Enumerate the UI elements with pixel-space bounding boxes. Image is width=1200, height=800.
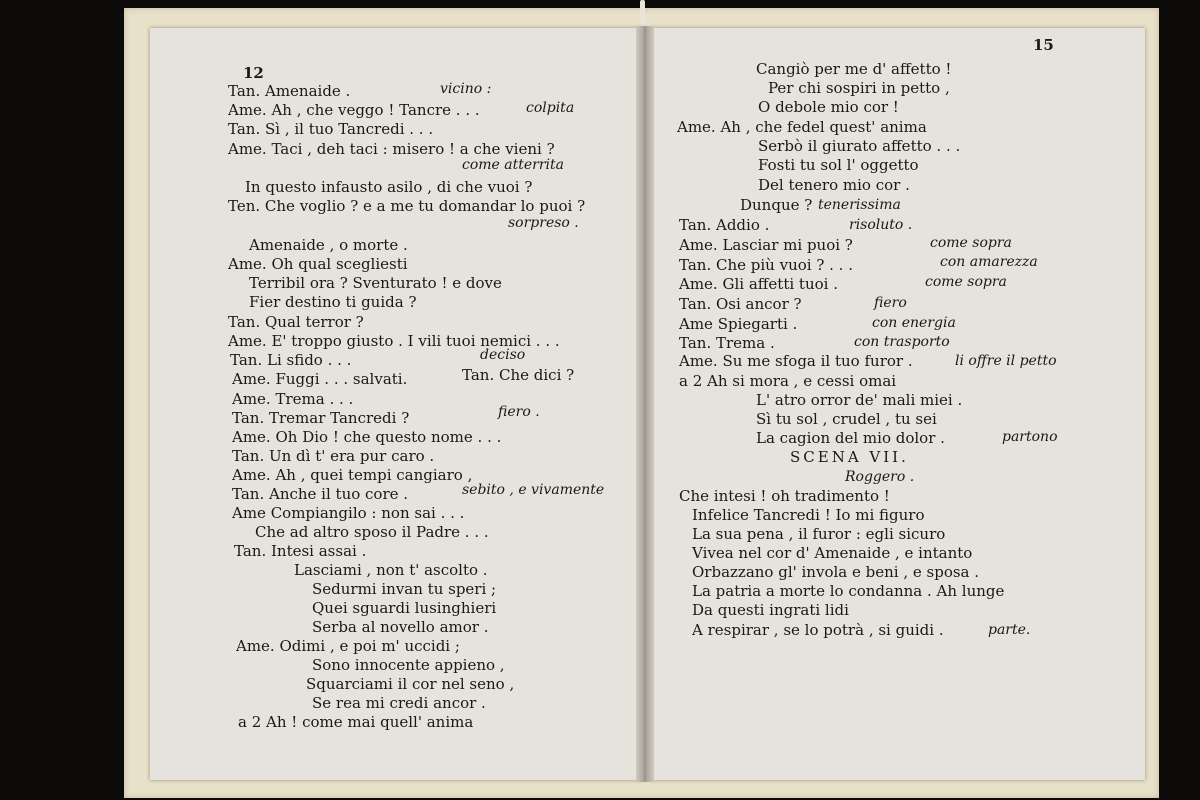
right-line: Orbazzano gl' invola e beni , e sposa .: [692, 563, 980, 581]
left-line: In questo infausto asilo , di che vuoi ?: [245, 178, 533, 196]
scene-heading: SCENA VII.: [790, 448, 909, 466]
left-line: Ame. E' troppo giusto . I vili tuoi nemici . . .: [228, 332, 560, 350]
right-line: Tan. Addio .: [679, 216, 770, 234]
stage-direction: con trasporto: [854, 334, 950, 350]
left-line: Lasciami , non t' ascolto .: [294, 561, 488, 579]
right-line: A respirar , se lo potrà , si guidi .: [692, 621, 944, 639]
right-line: Tan. Che più vuoi ? . . .: [679, 256, 853, 274]
right-line: La sua pena , il furor : egli sicuro: [692, 525, 946, 543]
left-line: Ame. Ah , quei tempi cangiaro ,: [232, 466, 473, 484]
stage-direction: risoluto .: [849, 217, 913, 233]
left-line: Sono innocente appieno ,: [312, 656, 505, 674]
right-line: Vivea nel cor d' Amenaide , e intanto: [692, 544, 973, 562]
left-line: Tan. Anche il tuo core .: [232, 485, 409, 503]
left-line: Tan. Li sfido . . .: [230, 351, 352, 369]
right-line: Tan. Trema .: [679, 334, 775, 352]
left-line: Tan. Intesi assai .: [234, 542, 367, 560]
right-line: Dunque ?: [740, 196, 813, 214]
left-line: Ame. Odimi , e poi m' uccidi ;: [236, 637, 460, 655]
left-page-number: 12: [243, 64, 264, 82]
right-line: Del tenero mio cor .: [758, 176, 910, 194]
stage-direction: tenerissima: [818, 197, 901, 213]
right-line: L' atro orror de' mali miei .: [756, 391, 963, 409]
stage-direction: con energia: [872, 315, 956, 331]
right-line: Per chi sospiri in petto ,: [768, 79, 950, 97]
left-line: Ten. Che voglio ? e a me tu domandar lo puoi ?: [228, 197, 586, 215]
left-line: Ame. Fuggi . . . salvati.: [232, 370, 408, 388]
left-line: Ame. Ah , che veggo ! Tancre . . .: [228, 101, 480, 119]
left-line: Terribil ora ? Sventurato ! e dove: [249, 274, 502, 292]
stage-direction: come sopra: [925, 274, 1007, 290]
left-line: Amenaide , o morte .: [249, 236, 408, 254]
left-line: Tan. Un dì t' era pur caro .: [232, 447, 435, 465]
left-line: Tan. Amenaide .: [228, 82, 351, 100]
character-entry: Roggero .: [845, 469, 915, 485]
stage-direction: deciso: [480, 347, 526, 363]
stage-direction: come sopra: [930, 235, 1012, 251]
book-gutter: [636, 26, 654, 782]
right-line: a 2 Ah si mora , e cessi omai: [679, 372, 897, 390]
right-line: Ame. Ah , che fedel quest' anima: [677, 118, 927, 136]
stage-direction: colpita: [526, 100, 575, 116]
left-line: Ame. Oh Dio ! che questo nome . . .: [232, 428, 502, 446]
right-line: Tan. Osi ancor ?: [679, 295, 802, 313]
stage-direction: sorpreso .: [508, 215, 579, 231]
left-line: Tan. Tremar Tancredi ?: [232, 409, 410, 427]
right-page-number: 15: [1033, 36, 1054, 54]
right-line: Ame Spiegarti .: [679, 315, 798, 333]
right-line: Sì tu sol , crudel , tu sei: [756, 410, 937, 428]
right-line: Fosti tu sol l' oggetto: [758, 156, 919, 174]
right-line: Serbò il giurato affetto . . .: [758, 137, 961, 155]
left-line: Tan. Qual terror ?: [228, 313, 364, 331]
left-line: Se rea mi credi ancor .: [312, 694, 486, 712]
left-line: Serba al novello amor .: [312, 618, 489, 636]
right-line: Ame. Su me sfoga il tuo furor .: [679, 352, 913, 370]
stage-direction: fiero: [874, 295, 907, 311]
stage-direction: fiero .: [498, 404, 540, 420]
right-line: Infelice Tancredi ! Io mi figuro: [692, 506, 925, 524]
stage-direction: parte.: [988, 622, 1031, 638]
right-line: Cangiò per me d' affetto !: [756, 60, 952, 78]
stage-direction: come atterrita: [462, 157, 564, 173]
right-line: La patria a morte lo condanna . Ah lunge: [692, 582, 1005, 600]
left-line: Ame. Trema . . .: [232, 390, 354, 408]
stage-direction: li offre il petto: [955, 353, 1057, 369]
left-line: Che ad altro sposo il Padre . . .: [255, 523, 489, 541]
stage-direction: partono: [1002, 429, 1058, 445]
left-line: Squarciami il cor nel seno ,: [306, 675, 515, 693]
right-line: La cagion del mio dolor .: [756, 429, 945, 447]
stage-direction: con amarezza: [940, 254, 1038, 270]
right-line: Ame. Lasciar mi puoi ?: [679, 236, 853, 254]
right-line: Da questi ingrati lidi: [692, 601, 849, 619]
left-line: Tan. Sì , il tuo Tancredi . . .: [228, 120, 434, 138]
right-line: Che intesi ! oh tradimento !: [679, 487, 890, 505]
left-line: Ame. Taci , deh taci : misero ! a che vieni ?: [228, 140, 555, 158]
stage-direction: sebito , e vivamente: [462, 482, 605, 498]
right-line: Ame. Gli affetti tuoi .: [679, 275, 838, 293]
left-line: Sedurmi invan tu speri ;: [312, 580, 497, 598]
stage-direction: vicino :: [440, 81, 492, 97]
right-line: O debole mio cor !: [758, 98, 899, 116]
left-line: Ame. Oh qual scegliesti: [228, 255, 408, 273]
left-line: a 2 Ah ! come mai quell' anima: [238, 713, 474, 731]
left-line: Fier destino ti guida ?: [249, 293, 417, 311]
left-line: Ame Compiangilo : non sai . . .: [232, 504, 465, 522]
left-line: Quei sguardi lusinghieri: [312, 599, 497, 617]
inline-reply: Tan. Che dici ?: [462, 366, 575, 384]
